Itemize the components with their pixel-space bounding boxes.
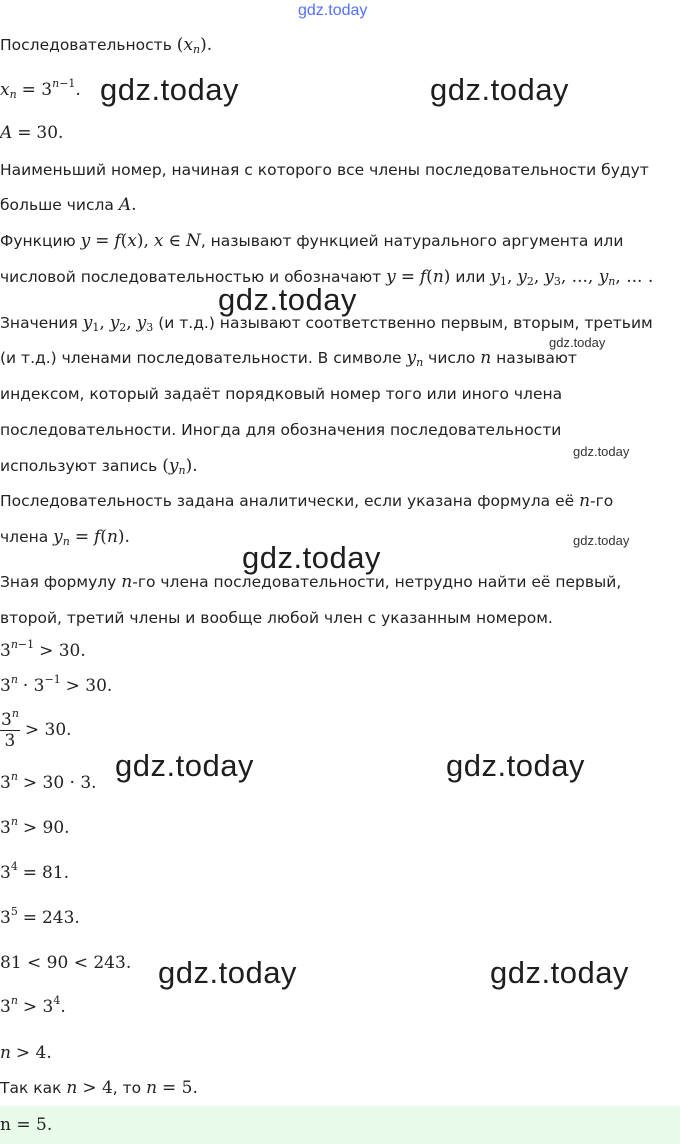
watermark-4: gdz.today — [242, 540, 381, 575]
theory-line-10: Зная формулу n-го члена последовательности, нетрудно найти её первый, — [0, 572, 622, 592]
theory-line-3: Значения $y_1$, $y_2$, $y_3$ (и т.д.) называют соответственно первым, вторым, третьим — [0, 313, 653, 334]
watermark-1: gdz.today — [100, 72, 239, 107]
sequence-line: Последовательность $(x_n)$. — [0, 35, 213, 56]
watermark-2: gdz.today — [430, 72, 569, 107]
watermark-top: gdz.today — [298, 2, 368, 19]
theory-line-1: Функцию y = f(x), x ∈ N, называют функцией натурального аргумента или — [0, 231, 624, 251]
step-3: $\frac{3^n}{3}$ > 30. — [1, 707, 72, 751]
step-10: n > 4. — [0, 1043, 52, 1063]
theory-line-8: Последовательность задана аналитически, если указана формула её n-го — [0, 491, 614, 511]
theory-line-2: числовой последовательностью и обозначают y = f(n) или $y_1$, $y_2$, $y_3$, ..., $y_n$, ... . — [0, 267, 654, 288]
formula-line: $x_n = 3^{n-1}$. — [0, 77, 81, 101]
step-2: $3^n \cdot 3^{-1} > 30$. — [0, 673, 113, 696]
step-11: Так как n > 4, то n = 5. — [0, 1078, 198, 1098]
answer-highlight — [0, 1106, 680, 1144]
theory-line-7: используют запись $(y_n)$. — [0, 456, 198, 477]
watermark-7: gdz.today — [158, 955, 297, 990]
step-8: 81 < 90 < 243. — [0, 953, 132, 973]
watermark-8: gdz.today — [490, 955, 629, 990]
step-6: $3^4 = 81$. — [0, 860, 69, 883]
step-9: $3^n > 3^4$. — [0, 994, 66, 1017]
theory-line-11: второй, третий члены и вообще любой член с указанным номером. — [0, 609, 553, 627]
theory-line-5: индексом, который задаёт порядковый номер того или иного члена — [0, 385, 563, 403]
theory-line-4: (и т.д.) членами последовательности. В символе $y_n$ число n называют — [0, 348, 577, 369]
answer-line: n = 5. — [0, 1115, 53, 1135]
watermark-3: gdz.today — [218, 282, 357, 317]
step-4: 3$^n$ > 30 · 3. — [0, 770, 97, 793]
theory-line-9: члена $y_n = f(n)$. — [0, 527, 130, 548]
watermark-6: gdz.today — [446, 748, 585, 783]
step-7: $3^5 = 243$. — [0, 905, 80, 928]
task-line-1: Наименьший номер, начиная с которого все члены последовательности будут — [0, 161, 649, 179]
step-5: 3$^n$ > 90. — [0, 815, 70, 838]
a-value-line: A = 30. — [0, 123, 64, 143]
theory-line-6: последовательности. Иногда для обозначения последовательности — [0, 421, 562, 439]
watermark-small-1: gdz.today — [549, 335, 606, 350]
watermark-5: gdz.today — [115, 748, 254, 783]
watermark-small-2: gdz.today — [573, 444, 630, 459]
step-1: $3^{n-1} > 30$. — [0, 638, 86, 661]
watermark-small-3: gdz.today — [573, 533, 630, 548]
task-line-2: больше числа A. — [0, 195, 137, 215]
